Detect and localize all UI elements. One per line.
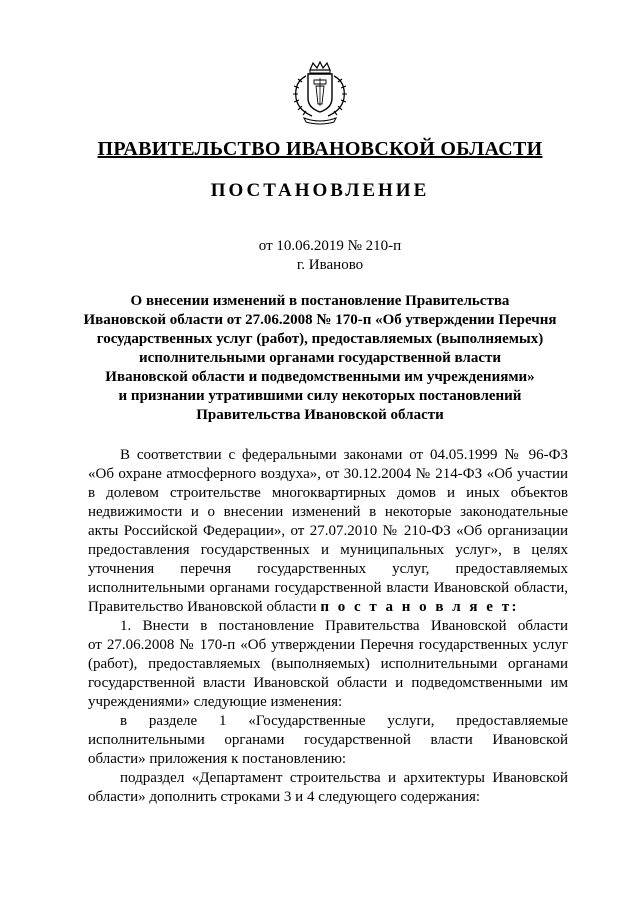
body-line	[88, 598, 568, 617]
document-date-number: от 10.06.2019 № 210-п	[258, 238, 402, 254]
subject-line: О внесении изменений в постановление Правительства	[130, 293, 510, 309]
body-line: области» дополнить строками 3 и 4 следующего содержания:	[88, 789, 481, 805]
body-line: уточнения перечня государственных услуг, предоставляемых	[88, 561, 568, 577]
resolves-emphasis: п о с т а н о в л я е т:	[320, 599, 520, 615]
body-line: подраздел «Департамент строительства и архитектуры Ивановской	[120, 770, 568, 786]
coat-of-arms-icon	[288, 60, 352, 126]
body-line: в долевом строительстве многоквартирных домов и иных объектов	[88, 485, 568, 501]
body-line: исполнительными органами государственной власти Ивановской	[88, 732, 568, 748]
body-line: области» приложения к постановлению:	[88, 751, 347, 767]
subject-line: государственных услуг (работ), предоставляемых (выполняемых)	[96, 331, 544, 347]
body-line: недвижимости и о внесении изменений в некоторые законодательные	[88, 504, 568, 520]
subject-line: и признании утратившими силу некоторых постановлений	[118, 388, 522, 404]
body-line: от 27.06.2008 № 170-п «Об утверждении Перечня государственных услуг	[88, 637, 568, 653]
body-line: государственной власти Ивановской области и подведомственными им	[88, 675, 568, 691]
body-line: предоставления государственных и муниципальных услуг», в целях	[88, 542, 568, 558]
body-line: 1. Внести в постановление Правительства Ивановской области	[120, 618, 568, 634]
document-subject	[70, 292, 570, 425]
subject-line: исполнительными органами государственной власти	[138, 350, 502, 366]
document-type: ПОСТАНОВЛЕНИЕ	[210, 180, 430, 201]
body-line: в разделе 1 «Государственные услуги, предоставляемые	[120, 713, 568, 729]
body-line: В соответствии с федеральными законами от 04.05.1999 № 96-ФЗ	[120, 447, 568, 463]
document-body	[88, 446, 568, 807]
body-line-text: Правительство Ивановской области	[88, 599, 317, 615]
document-city: г. Иваново	[296, 257, 364, 273]
organization-title: ПРАВИТЕЛЬСТВО ИВАНОВСКОЙ ОБЛАСТИ	[97, 138, 543, 160]
subject-line: Ивановской области и подведомственными им учреждениями»	[105, 369, 535, 385]
subject-line: Правительства Ивановской области	[196, 407, 444, 423]
body-line: (работ), предоставляемых (выполняемых) исполнительными органами	[88, 656, 568, 672]
body-line: исполнительными органами государственной власти Ивановской области,	[88, 580, 568, 596]
document-meta	[0, 237, 640, 275]
body-line: «Об охране атмосферного воздуха», от 30.12.2004 № 214-ФЗ «Об участии	[88, 466, 568, 482]
body-line: учреждениями» следующие изменения:	[88, 694, 343, 710]
subject-line: Ивановской области от 27.06.2008 № 170-п «Об утверждении Перечня	[83, 312, 557, 328]
body-line: акты Российской Федерации», от 27.07.2010 № 210-ФЗ «Об организации	[88, 523, 568, 539]
